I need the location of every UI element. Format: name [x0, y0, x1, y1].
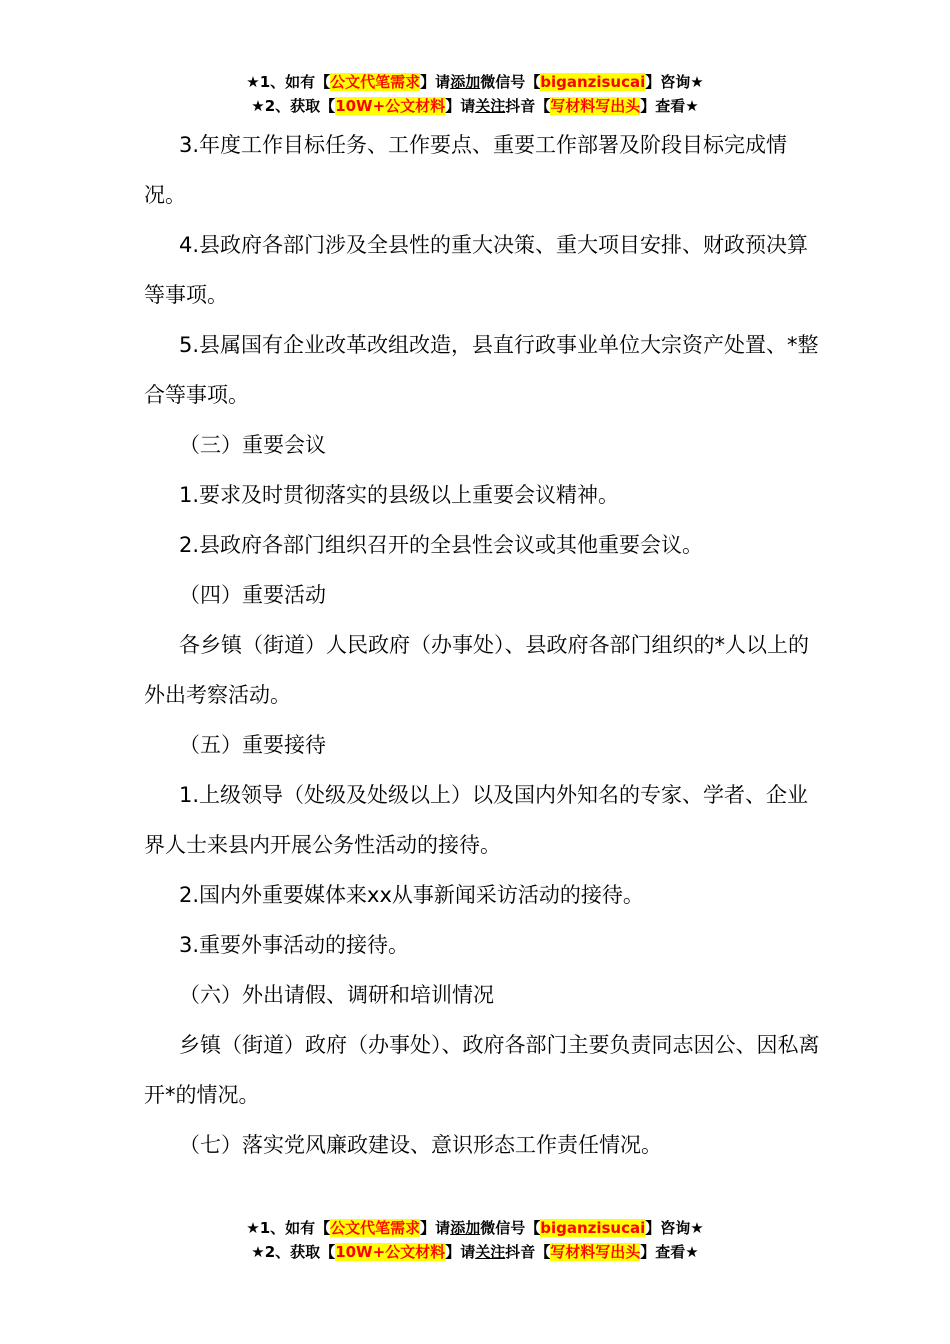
- paragraph: 4.县政府各部门涉及全县性的重大决策、重大项目安排、财政预决算等事项。: [144, 233, 809, 307]
- section-heading: （五）重要接待: [179, 733, 326, 757]
- paragraph: 5.县属国有企业改革改组改造，县直行政事业单位大宗资产处置、*整合等事项。: [144, 333, 819, 407]
- paragraph: 乡镇（街道）政府（办事处）、政府各部门主要负责同志因公、因私离开*的情况。: [144, 1033, 820, 1107]
- footer-banner: [0, 1216, 950, 1264]
- paragraph: 3.年度工作目标任务、工作要点、重要工作部署及阶段目标完成情况。: [144, 133, 788, 207]
- document-body: [144, 120, 824, 1170]
- wechat-id: biganzisucai: [540, 1219, 646, 1237]
- highlight-text: 公文代笔需求: [330, 1219, 421, 1237]
- section-heading: （七）落实党风廉政建设、意识形态工作责任情况。: [179, 1133, 662, 1157]
- douyin-account: 写材料写出头: [550, 1243, 641, 1261]
- section-heading: （四）重要活动: [179, 583, 326, 607]
- paragraph: 3.重要外事活动的接待。: [179, 933, 410, 957]
- section-heading: （六）外出请假、调研和培训情况: [179, 983, 494, 1007]
- header-banner: [0, 70, 950, 118]
- paragraph: 各乡镇（街道）人民政府（办事处）、县政府各部门组织的*人以上的外出考察活动。: [144, 633, 809, 707]
- banner-line-2: ★2、获取【10W+公文材料】请关注抖音【写材料写出头】查看★: [251, 1243, 699, 1261]
- highlight-text: 10W+公文材料: [335, 1243, 446, 1261]
- wechat-id: biganzisucai: [540, 73, 646, 91]
- banner-line-2: ★2、获取【10W+公文材料】请关注抖音【写材料写出头】查看★: [251, 97, 699, 115]
- banner-line-1: ★1、如有【公文代笔需求】请添加微信号【biganzisucai】咨询★: [246, 1219, 704, 1237]
- paragraph: 2.国内外重要媒体来xx从事新闻采访活动的接待。: [179, 883, 644, 907]
- highlight-text: 公文代笔需求: [330, 73, 421, 91]
- highlight-text: 10W+公文材料: [335, 97, 446, 115]
- paragraph: 1.上级领导（处级及处级以上）以及国内外知名的专家、学者、企业界人士来县内开展公务性活动的接待。: [144, 783, 809, 857]
- douyin-account: 写材料写出头: [550, 97, 641, 115]
- section-heading: （三）重要会议: [179, 433, 326, 457]
- paragraph: 2.县政府各部门组织召开的全县性会议或其他重要会议。: [179, 533, 704, 557]
- paragraph: 1.要求及时贯彻落实的县级以上重要会议精神。: [179, 483, 620, 507]
- banner-line-1: ★1、如有【公文代笔需求】请添加微信号【biganzisucai】咨询★: [246, 73, 704, 91]
